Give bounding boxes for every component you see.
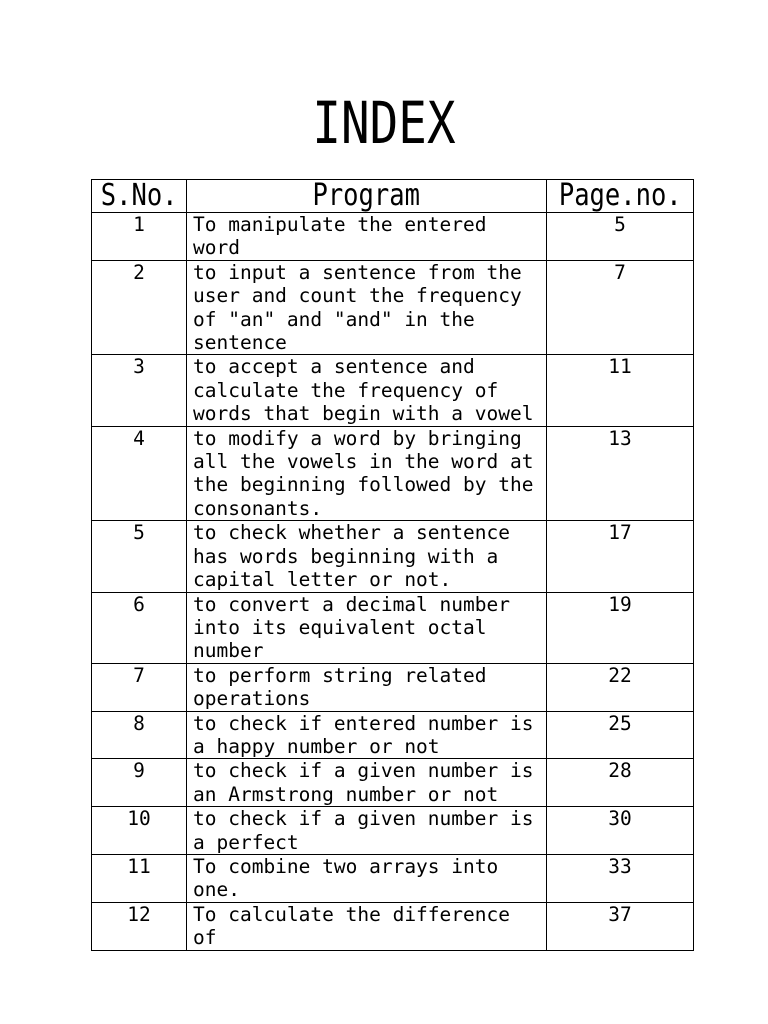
table-row [92, 711, 694, 759]
row-program: to convert a decimal number into its equivalent octal number [187, 592, 547, 663]
table-row [92, 521, 694, 592]
table-row [92, 854, 694, 902]
page-title: INDEX [312, 89, 456, 157]
table-row [92, 213, 694, 261]
row-page: 13 [547, 426, 694, 521]
row-program: to accept a sentence and calculate the frequency of words that begin with a vowel [187, 355, 547, 426]
header-page [547, 180, 694, 213]
row-page: 5 [547, 213, 694, 261]
row-sno: 12 [92, 902, 187, 950]
table-row [92, 260, 694, 355]
index-table [91, 179, 694, 951]
table-row [92, 663, 694, 711]
row-page: 37 [547, 902, 694, 950]
row-page: 11 [547, 355, 694, 426]
table-row [92, 759, 694, 807]
row-program: to perform string related operations [187, 663, 547, 711]
row-page: 19 [547, 592, 694, 663]
row-page: 22 [547, 663, 694, 711]
row-program: To manipulate the entered word [187, 213, 547, 261]
header-row [92, 180, 694, 213]
table-row [92, 355, 694, 426]
header-program [187, 180, 547, 213]
header-sno [92, 180, 187, 213]
row-page: 25 [547, 711, 694, 759]
row-program: to check if a given number is a perfect [187, 807, 547, 855]
row-program: to check if entered number is a happy number or not [187, 711, 547, 759]
row-page: 28 [547, 759, 694, 807]
row-sno: 1 [92, 213, 187, 261]
header-program-label: Program [312, 179, 421, 213]
row-program: To combine two arrays into one. [187, 854, 547, 902]
row-program: to check if a given number is an Armstrong number or not [187, 759, 547, 807]
header-sno-label: S.No. [100, 179, 178, 213]
header-page-label: Page.no. [558, 179, 682, 213]
row-program: to check whether a sentence has words beginning with a capital letter or not. [187, 521, 547, 592]
table-row [92, 807, 694, 855]
row-sno: 5 [92, 521, 187, 592]
row-sno: 3 [92, 355, 187, 426]
row-sno: 4 [92, 426, 187, 521]
row-page: 33 [547, 854, 694, 902]
row-sno: 6 [92, 592, 187, 663]
row-sno: 2 [92, 260, 187, 355]
row-page: 7 [547, 260, 694, 355]
row-program: to input a sentence from the user and count the frequency of "an" and "and" in the sentence [187, 260, 547, 355]
table-row [92, 426, 694, 521]
row-sno: 7 [92, 663, 187, 711]
row-sno: 8 [92, 711, 187, 759]
row-sno: 10 [92, 807, 187, 855]
row-page: 17 [547, 521, 694, 592]
row-program: To calculate the difference of [187, 902, 547, 950]
row-sno: 11 [92, 854, 187, 902]
row-program: to modify a word by bringing all the vowels in the word at the beginning followed by the consonants. [187, 426, 547, 521]
row-sno: 9 [92, 759, 187, 807]
table-row [92, 592, 694, 663]
row-page: 30 [547, 807, 694, 855]
table-row [92, 902, 694, 950]
